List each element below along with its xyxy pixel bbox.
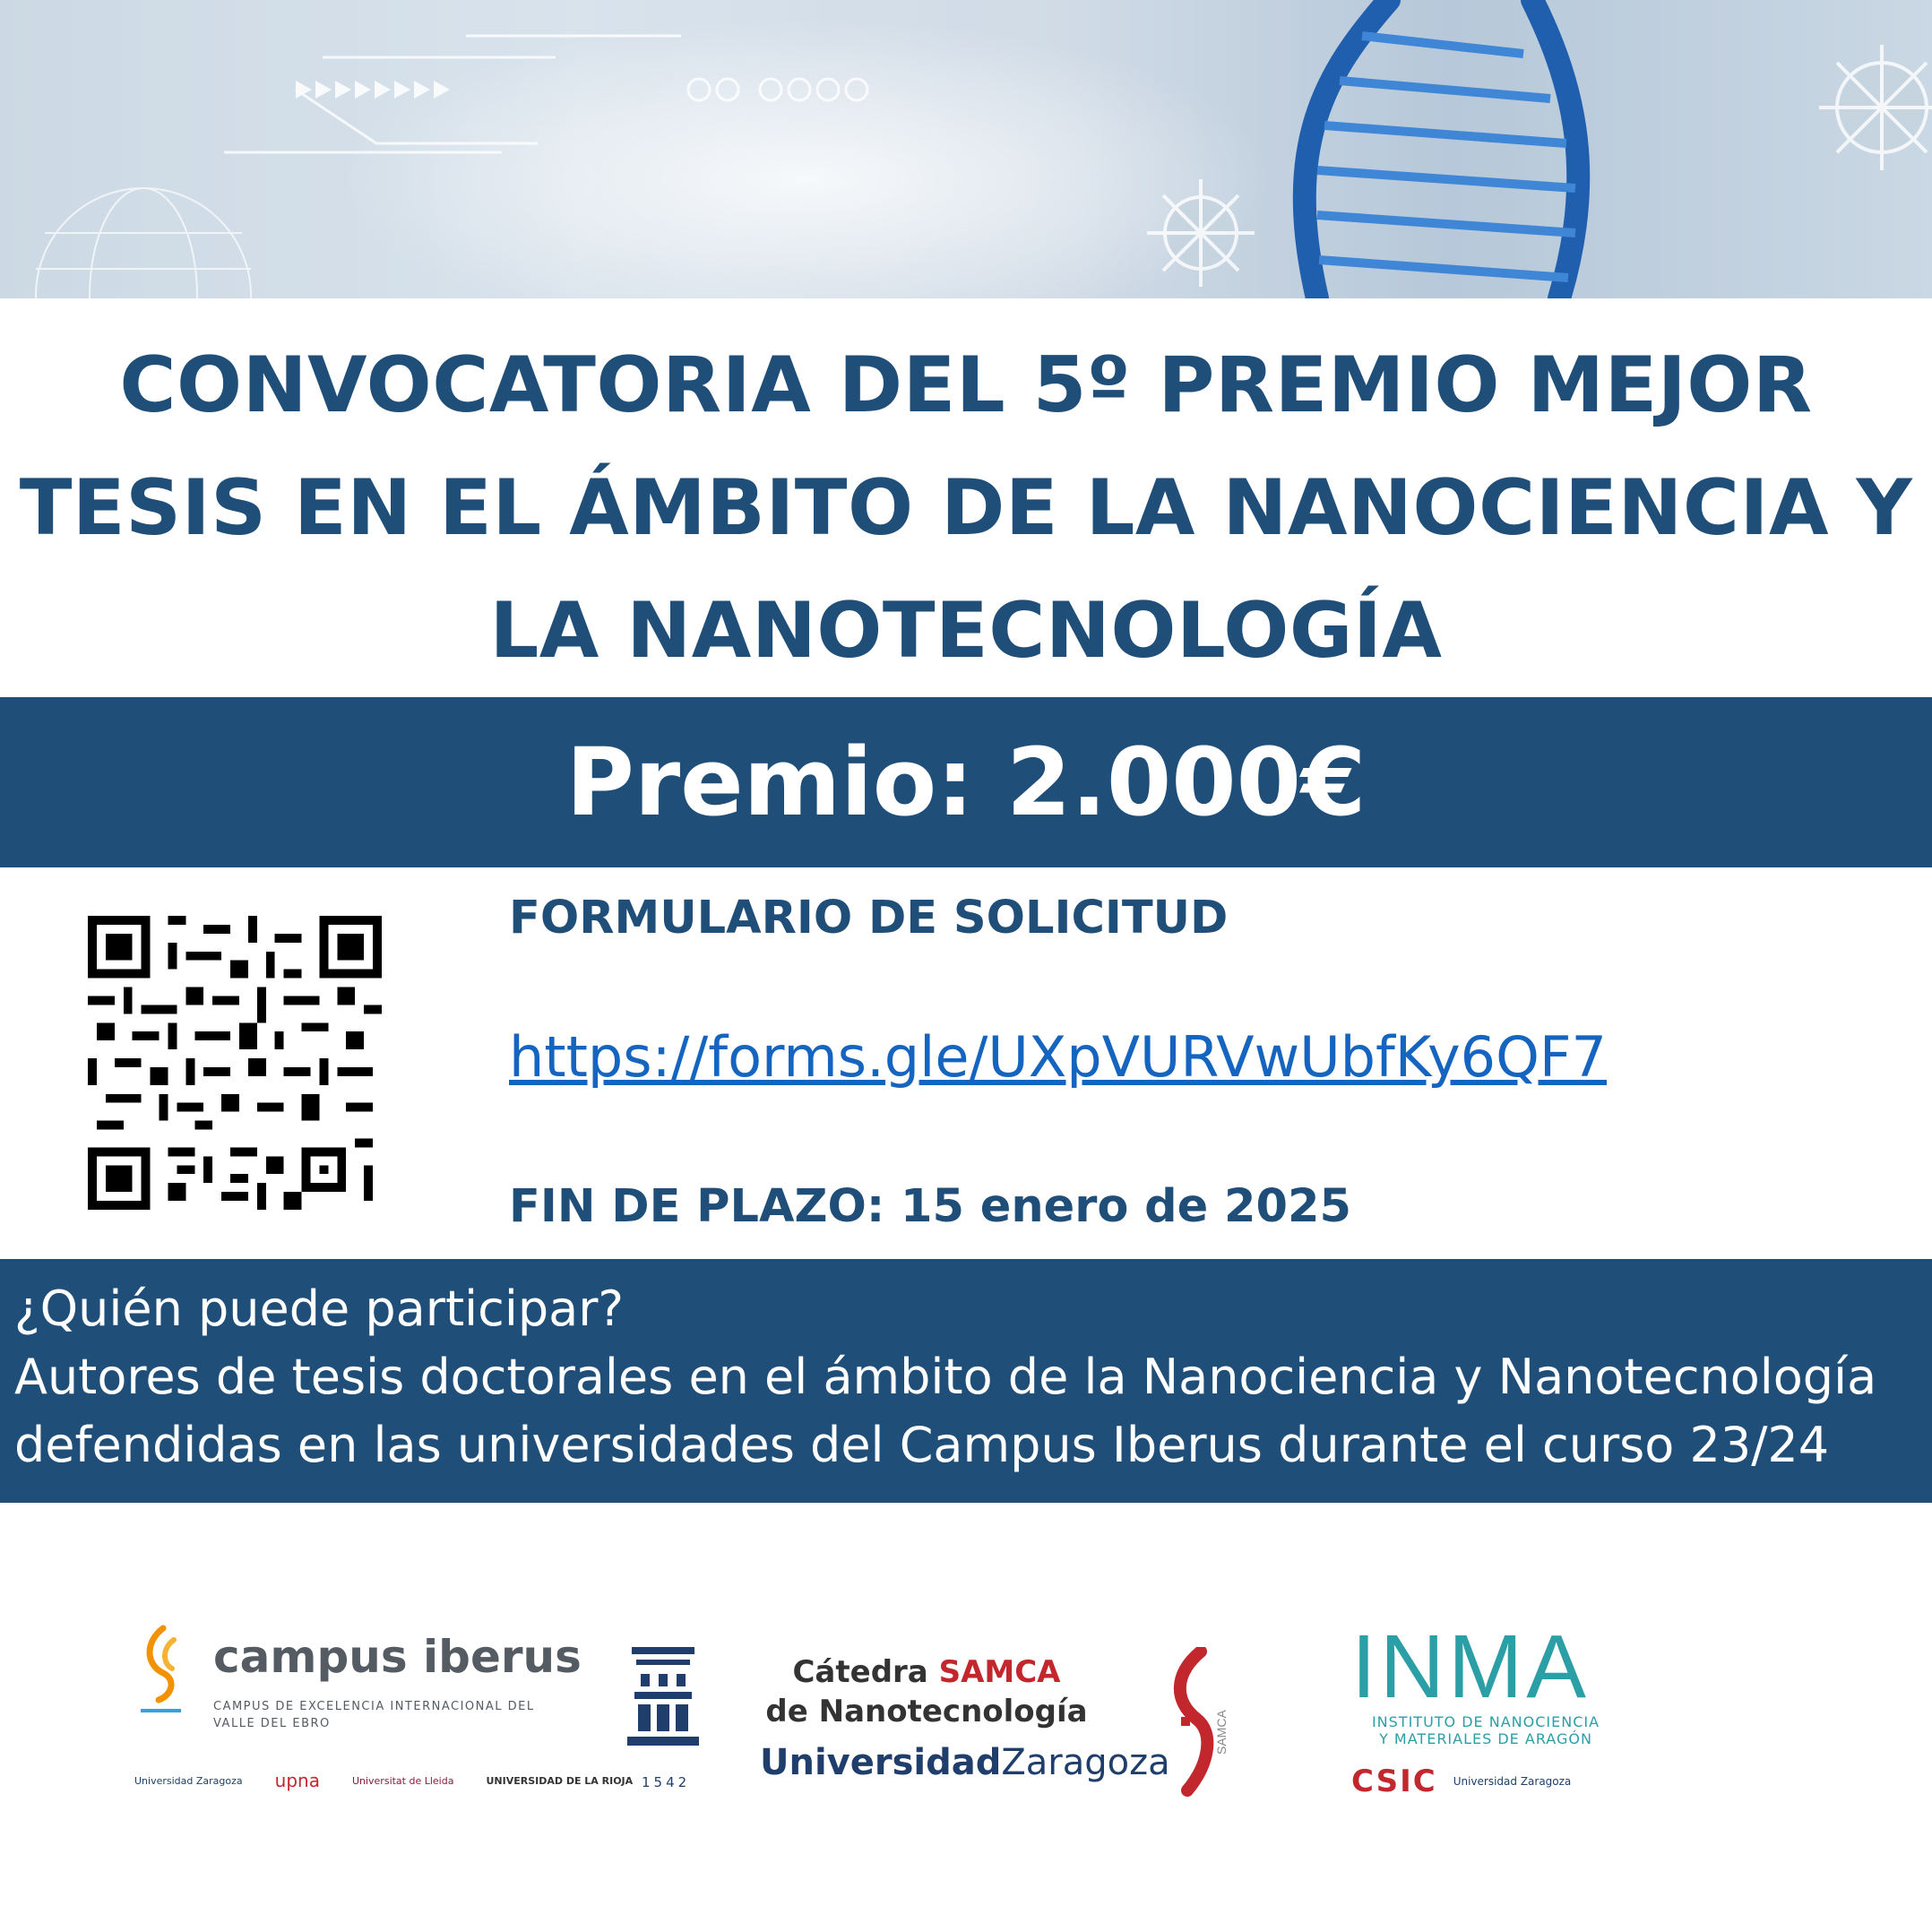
- deadline: FIN DE PLAZO: 15 enero de 2025: [509, 1180, 1351, 1233]
- page-title: [0, 324, 1932, 693]
- eligibility-line-2: defendidas en las universidades del Campus Iberus durante el curso 23/24: [14, 1417, 1830, 1473]
- inma-unizar: Universidad Zaragoza: [1453, 1774, 1572, 1788]
- member-udl: Universitat de Lleida: [351, 1774, 454, 1787]
- catedra-line-2: de Nanotecnología: [765, 1694, 1088, 1729]
- header-banner-image: [0, 0, 1932, 298]
- form-link[interactable]: https://forms.gle/UXpVURVwUbfKy6QF7: [509, 1024, 1607, 1090]
- inma-partners: [1351, 1764, 1571, 1799]
- prize-banner: [0, 697, 1932, 867]
- title-line-1: CONVOCATORIA DEL 5º PREMIO MEJOR: [119, 341, 1813, 430]
- title-line-3: LA NANOTECNOLOGÍA: [489, 586, 1443, 676]
- member-unirioja: UNIVERSIDAD DE LA RIOJA: [486, 1774, 634, 1787]
- campus-iberus-logo-icon: [136, 1624, 190, 1713]
- member-upna: upna: [274, 1770, 320, 1791]
- samca-logo-icon: [1165, 1647, 1237, 1799]
- title-line-2: TESIS EN EL ÁMBITO DE LA NANOCIENCIA Y: [19, 463, 1913, 553]
- inma-logo: [1351, 1624, 1620, 1710]
- samca-vertical-text: SAMCA: [1214, 1710, 1229, 1755]
- dna-illustration: [0, 0, 1932, 298]
- catedra-zaragoza: Zaragoza: [1001, 1742, 1170, 1783]
- catedra-universidad: Universidad: [760, 1742, 1002, 1783]
- campus-iberus-members: [134, 1770, 633, 1791]
- member-unizar: Universidad Zaragoza: [134, 1774, 243, 1787]
- csic-logo: CSIC: [1351, 1764, 1437, 1799]
- qr-code[interactable]: [88, 916, 382, 1210]
- catedra-samca-logo: [760, 1652, 1170, 1794]
- inma-acronym: INMA: [1351, 1624, 1590, 1710]
- eligibility-line-1: Autores de tesis doctorales en el ámbito de la Nanociencia y Nanotecnología: [14, 1349, 1877, 1405]
- eligibility-section: [0, 1259, 1932, 1503]
- inma-line-1: INSTITUTO DE NANOCIENCIA: [1371, 1713, 1600, 1730]
- prize-label: Premio: 2.000€: [565, 728, 1367, 837]
- campus-iberus-subtitle: CAMPUS DE EXCELENCIA INTERNACIONAL DEL VALLE DEL EBRO: [213, 1700, 535, 1730]
- inma-full-name: [1351, 1713, 1620, 1747]
- catedra-samca: SAMCA: [938, 1654, 1061, 1690]
- eligibility-question: ¿Quién puede participar?: [14, 1281, 625, 1337]
- inma-line-2: Y MATERIALES DE ARAGÓN: [1379, 1730, 1592, 1747]
- unizar-seal-year: 1542: [642, 1774, 691, 1790]
- catedra-prefix: Cátedra: [792, 1654, 928, 1690]
- unizar-seal-icon: [627, 1647, 699, 1764]
- campus-iberus-name: campus iberus: [213, 1631, 582, 1683]
- form-label: FORMULARIO DE SOLICITUD: [509, 892, 1229, 944]
